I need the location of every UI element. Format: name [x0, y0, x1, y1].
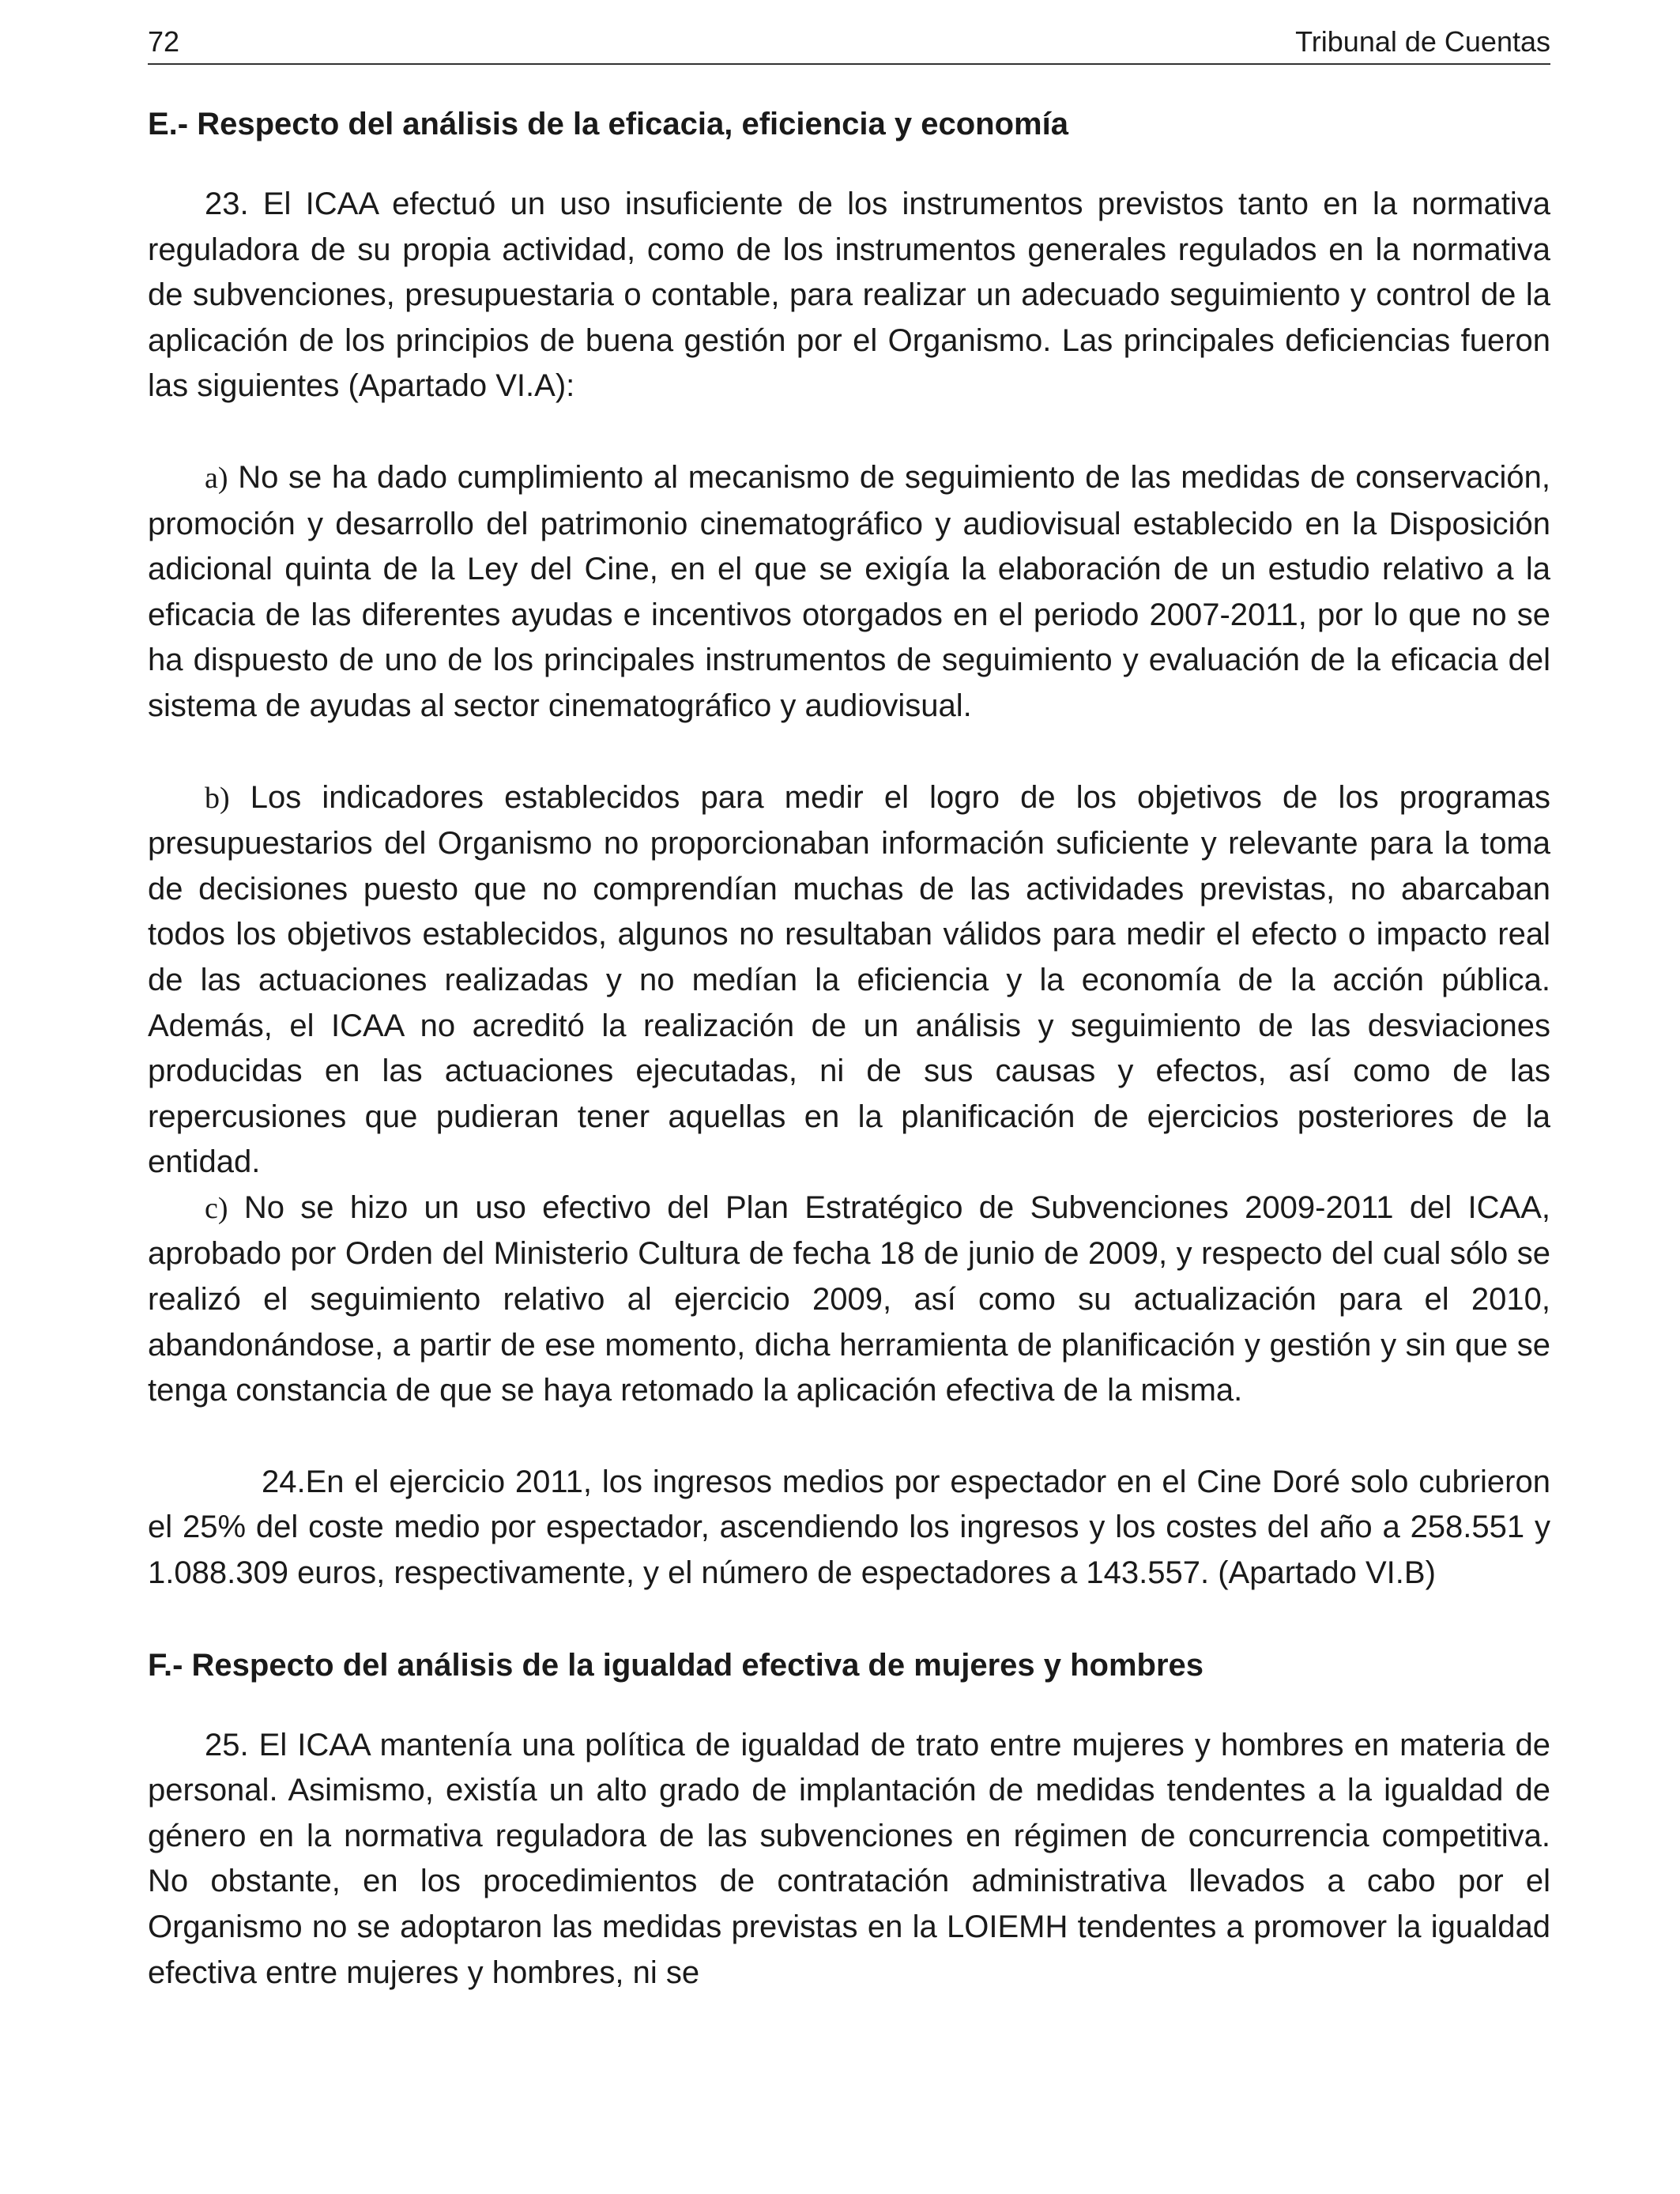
list-item-text: No se ha dado cumplimiento al mecanismo de seguimiento de las medidas de conservación, promoción y desarrollo del patrimonio cinematográfico y audiovisual establecido en la Disposición adicional quinta de la Ley del Cine, en el que se exigía la elaboración de un estudio relativo a la eficacia de las diferentes ayudas e incentivos otorgados en el periodo 2007-2011, por lo que no se ha dispuesto de uno de los principales instrumentos de seguimiento y evaluación de la eficacia del sistema de ayudas al sector cinematográfico y audiovisual.: [148, 459, 1550, 723]
list-item-a: [148, 455, 1550, 729]
list-item-b: [148, 775, 1550, 1186]
page-body: [148, 101, 1550, 1996]
running-title: Tribunal de Cuentas: [1295, 25, 1550, 58]
paragraph-number: 25.: [205, 1727, 249, 1762]
paragraph-24: [148, 1460, 1550, 1596]
paragraph-number: 24.: [262, 1464, 306, 1499]
list-marker: b): [205, 781, 230, 815]
paragraph-23: [148, 182, 1550, 409]
list-marker: a): [205, 461, 228, 495]
paragraph-text: El ICAA efectuó un uso insuficiente de los instrumentos previstos tanto en la normativa reguladora de su propia actividad, como de los instrumentos generales regulados en la normativa de subvenciones, presupuestaria o contable, para realizar un adecuado seguimiento y control de la aplicación de los principios de buena gestión por el Organismo. Las principales deficiencias fueron las siguientes (Apartado VI.A):: [148, 187, 1550, 404]
list-item-text: No se hizo un uso efectivo del Plan Estratégico de Subvenciones 2009-2011 del ICAA, aprobado por Orden del Ministerio Cultura de fecha 18 de junio de 2009, y respecto del cual sólo se realizó el seguimiento relativo al ejercicio 2009, así como su actualización para el 2010, abandonándose, a partir de ese momento, dicha herramienta de planificación y gestión y sin que se tenga constancia de que se haya retomado la aplicación efectiva de la misma.: [148, 1189, 1550, 1408]
page-number: 72: [148, 25, 180, 58]
paragraph-text: En el ejercicio 2011, los ingresos medios por espectador en el Cine Doré solo cubrieron el 25% del coste medio por espectador, ascendiendo los ingresos y los costes del año a 258.551 y 1.088.309 euros, respectivamente, y el número de espectadores a 143.557. (Apartado VI.B): [148, 1464, 1550, 1591]
paragraph-text: El ICAA mantenía una política de igualdad de trato entre mujeres y hombres en materia de personal. Asimismo, existía un alto grado de implantación de medidas tendentes a la igualdad de género en la normativa reguladora de las subvenciones en régimen de concurrencia competitiva. No obstante, en los procedimientos de contratación administrativa llevados a cabo por el Organismo no se adoptaron las medidas previstas en la LOIEMH tendentes a promover la igualdad efectiva entre mujeres y hombres, ni se: [148, 1727, 1550, 1990]
list-item-c: [148, 1186, 1550, 1414]
section-heading-f: F.- Respecto del análisis de la igualdad efectiva de mujeres y hombres: [148, 1647, 1204, 1683]
paragraph-25: [148, 1723, 1550, 1996]
section-heading-e: E.- Respecto del análisis de la eficacia, eficiencia y economía: [148, 107, 1068, 141]
paragraph-number: 23.: [205, 187, 249, 221]
list-marker: c): [205, 1191, 228, 1225]
page-header: [148, 22, 1550, 65]
list-item-text: Los indicadores establecidos para medir el logro de los objetivos de los programas presupuestarios del Organismo no proporcionaban información suficiente y relevante para la toma de decisiones puesto que no comprendían muchas de las actividades previstas, no abarcaban todos los objetivos establecidos, algunos no resultaban válidos para medir el efecto o impacto real de las actuaciones realizadas y no medían la eficiencia y la economía de la acción pública. Además, el ICAA no acreditó la realización de un análisis y seguimiento de las desviaciones producidas en las actuaciones ejecutadas, ni de sus causas y efectos, así como de las repercusiones que pudieran tener aquellas en la planificación de ejercicios posteriores de la entidad.: [148, 779, 1550, 1180]
